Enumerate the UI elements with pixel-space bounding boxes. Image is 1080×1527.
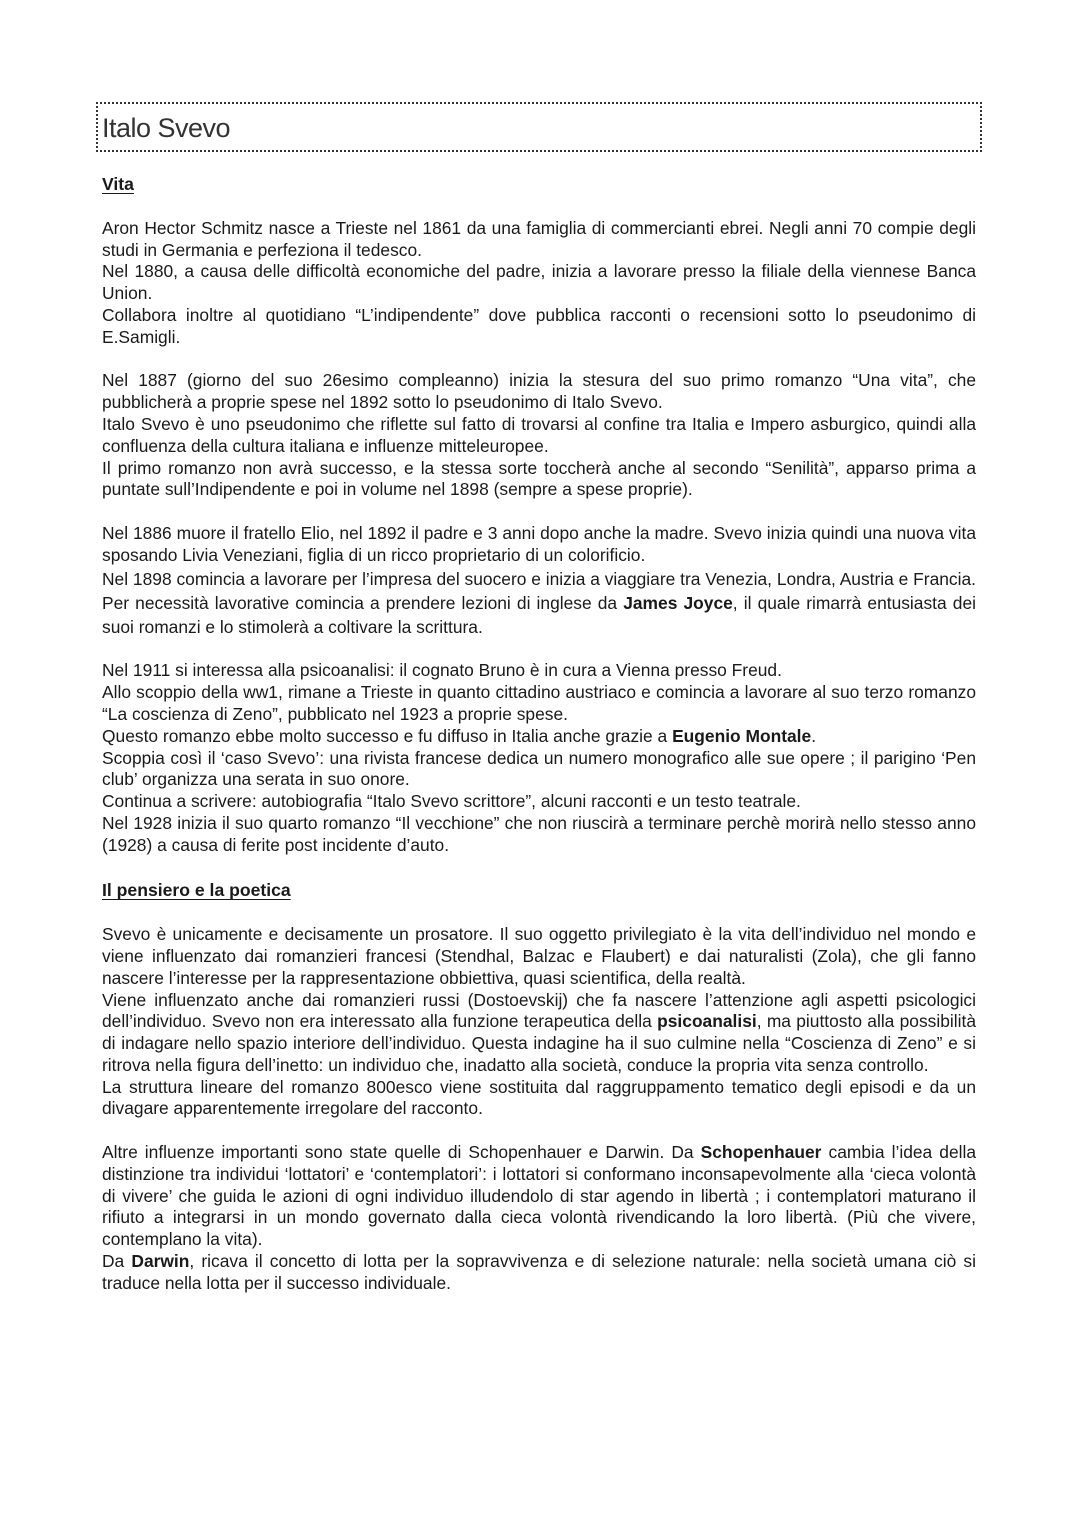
paragraph-russi: [102, 990, 976, 1077]
paragraph-senilita: Il primo romanzo non avrà successo, e la stessa sorte toccherà anche al secondo “Senilità”, apparso prima a puntate sull’Indipendente e poi in volume nel 1898 (sempre a spese proprie).: [102, 457, 976, 500]
paragraph-family: Nel 1886 muore il fratello Elio, nel 1892 il padre e 3 anni dopo anche la madre. Svevo inizia quindi una nuova vita sposando Livia Veneziani, figlia di un ricco proprietario di un colorificio.: [102, 522, 976, 565]
paragraph-psicoanalisi: Nel 1911 si interessa alla psicoanalisi: il cognato Bruno è in cura a Vienna presso Freud.: [102, 660, 782, 681]
paragraph-caso-svevo: Scoppia così il ‘caso Svevo’: una rivista francese dedica un numero monografico alle sue opere ; il parigino ‘Pen club’ organizza una serata in suo onore.: [102, 747, 976, 790]
paragraph-struttura: La struttura lineare del romanzo 800esco viene sostituita dal raggruppamento tematico degli episodi e da un divagare apparentemente irregolare del racconto.: [102, 1076, 976, 1119]
paragraph-birth: Aron Hector Schmitz nasce a Trieste nel 1861 da una famiglia di commercianti ebrei. Negli anni 70 compie degli studi in Germania e perfeziona il tedesco.: [102, 217, 976, 260]
paragraph-bank: Nel 1880, a causa delle difficoltà economiche del padre, inizia a lavorare presso la filiale della viennese Banca Union.: [102, 261, 976, 304]
psicoanalisi-term: psicoanalisi: [657, 1011, 757, 1032]
paragraph-prosatore: Svevo è unicamente e decisamente un prosatore. Il suo oggetto privilegiato è la vita dell’individuo nel mondo e viene influenzato dai romanzieri francesi (Stendhal, Balzac e Flaubert) e dai naturalisti (Zola), che gli fanno nascere l’interesse per la rappresentazione obbiettiva, quasi scientifica, della realtà.: [102, 924, 976, 988]
paragraph-zeno: Allo scoppio della ww1, rimane a Trieste in quanto cittadino austriaco e comincia a lavorare al suo terzo romanzo “La coscienza di Zeno”, pubblicato nel 1923 a proprie spese.: [102, 682, 976, 724]
schopenhauer-text-before: Altre influenze importanti sono state quelle di Schopenhauer e Darwin. Da: [102, 1142, 694, 1163]
paragraph-joyce: [102, 567, 976, 639]
page-title: Italo Svevo: [102, 113, 231, 143]
darwin-name: Darwin: [131, 1251, 190, 1272]
paragraph-indipendente: Collabora inoltre al quotidiano “L’indipendente” dove pubblica racconti o recensioni sotto lo pseudonimo di E.Samigli.: [102, 304, 976, 347]
paragraph-autobiografia: Continua a scrivere: autobiografia “Italo Svevo scrittore”, alcuni racconti e un testo teatrale.: [102, 791, 801, 812]
paragraph-vecchione: Nel 1928 inizia il suo quarto romanzo “Il vecchione” che non riuscirà a terminare perchè morirà nello stesso anno (1928) a causa di ferite post incidente d’auto.: [102, 812, 976, 855]
schopenhauer-name: Schopenhauer: [700, 1142, 822, 1163]
document-body: [102, 172, 976, 1295]
montale-text-before: Questo romanzo ebbe molto successo e fu diffuso in Italia anche grazie a: [102, 725, 668, 746]
joyce-name: James Joyce: [623, 592, 733, 613]
paragraph-montale: [102, 726, 976, 748]
darwin-text-after: , ricava il concetto di lotta per la sopravvivenza e di selezione naturale: nella società umana ciò si traduce nella lotta per il successo individuale.: [102, 1251, 976, 1293]
section-heading-pensiero: Il pensiero e la poetica: [102, 880, 291, 901]
paragraph-schopenhauer: [102, 1142, 976, 1251]
paragraph-darwin: [102, 1251, 976, 1295]
joyce-text-before: Nel 1898 comincia a lavorare per l’impresa del suocero e inizia a viaggiare tra Venezia, Londra, Austria e Francia. Per necessità lavorative comincia a prendere lezioni di inglese da: [102, 568, 976, 613]
paragraph-pseudonym: Italo Svevo è uno pseudonimo che riflette sul fatto di trovarsi al confine tra Italia e Impero asburgico, quindi alla confluenza della cultura italiana e influenze mitteleuropee.: [102, 413, 976, 456]
section-heading-vita: Vita: [102, 174, 134, 194]
joyce-text-after: , il quale rimarrà entusiasta dei suoi romanzi e lo stimolerà a coltivare la scrittura.: [102, 592, 976, 637]
russi-text-after: , ma piuttosto alla possibilità di indagare nello spazio interiore dell’individuo. Questa indagine ha il suo culmine nella “Coscienza di Zeno” e si ritrova nella figura dell’inetto: un individuo che, inadatto alla società, conduce la propria vita senza controllo.: [102, 1011, 976, 1075]
paragraph-una-vita: Nel 1887 (giorno del suo 26esimo compleanno) inizia la stesura del suo primo romanzo “Una vita”, che pubblicherà a proprie spese nel 1892 sotto lo pseudonimo di Italo Svevo.: [102, 370, 976, 413]
schopenhauer-text-after: cambia l’idea della distinzione tra individui ‘lottatori’ e ‘contemplatori’: i lottatori si conformano inconsapevolmente alla ‘cieca volontà di vivere’ che guida le azioni di ogni individuo illudendolo di star agendo in libertà ; i contemplatori maturano il rifiuto a integrarsi in un mondo governato dalla cieca volontà rivendicando la loro libertà. (Più che vivere, contemplano la vita).: [102, 1142, 977, 1250]
darwin-text-before: Da: [102, 1251, 125, 1272]
montale-name: Eugenio Montale: [672, 725, 812, 746]
montale-text-after: .: [811, 725, 817, 746]
title-box: [96, 102, 982, 152]
russi-text-before: Viene influenzato anche dai romanzieri russi (Dostoevskij) che fa nascere l’attenzione agli aspetti psicologici dell’individuo. Svevo non era interessato alla funzione terapeutica della: [102, 989, 976, 1032]
